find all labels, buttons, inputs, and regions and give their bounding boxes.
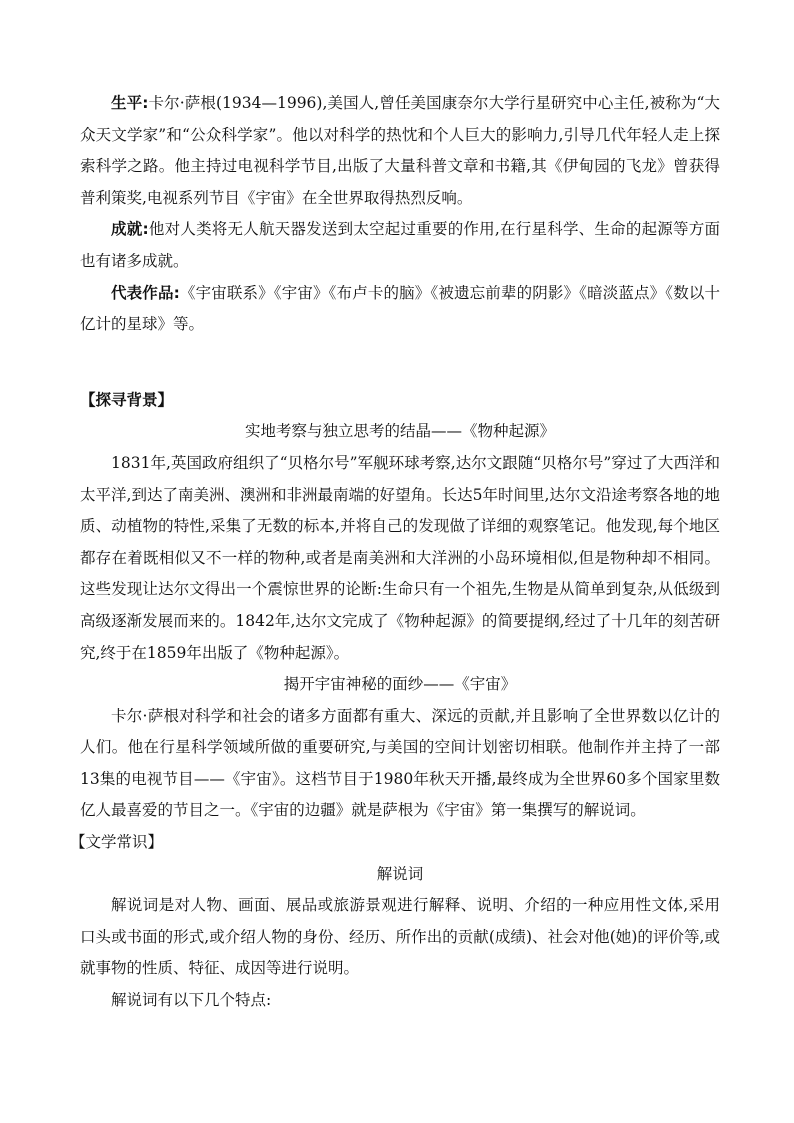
bio-achievement-paragraph: [80, 214, 720, 277]
literature-paragraph-features: 解说词有以下几个特点:: [111, 991, 272, 1010]
literature-subtitle: 解说词: [376, 864, 424, 883]
section-spacer: [80, 341, 720, 385]
achievement-label: 成就:: [111, 220, 149, 239]
document-content: [70, 88, 721, 1017]
life-text: 卡尔·萨根(1934—1996),美国人,曾任美国康奈尔大学行星研究中心主任,被称为“大众天文学家”和“公众科学家”。他以对科学的热忱和个人巨大的影响力,引导几代年轻人走上探索科学之路。他主持过电视科学节目,出版了大量科普文章和书籍,其《伊甸园的飞龙》曾获得普利策奖,电视系列节目《宇宙》在全世界取得热烈反响。: [80, 94, 721, 207]
literature-heading: 【文学常识】: [70, 833, 164, 852]
background-subtitle-cosmos: 揭开宇宙神秘的面纱——《宇宙》: [283, 675, 517, 694]
literature-paragraph-definition: 解说词是对人物、画面、展品或旅游景观进行解释、说明、介绍的一种应用性文体,采用口头或书面的形式,或介绍人物的身份、经历、所作出的贡献(成绩)、社会对他(她)的评价等,或就事物的性质、特征、成因等进行说明。: [80, 896, 720, 978]
background-subtitle-origin-of-species: 实地考察与独立思考的结晶——《物种起源》: [244, 422, 555, 441]
life-label: 生平:: [111, 94, 149, 112]
background-heading: 【探寻背景】: [80, 390, 174, 409]
bio-life-paragraph: [80, 88, 720, 214]
background-paragraph-darwin: 1831年,英国政府组织了“贝格尔号”军舰环球考察,达尔文跟随“贝格尔号”穿过了大西洋和太平洋,到达了南美洲、澳洲和非洲最南端的好望角。长达5年时间里,达尔文沿途考察各地的地质、动植物的特性,采集了无数的标本,并将自己的发现做了详细的观察笔记。他发现,每个地区都存在着既相似又不一样的物种,或者是南美洲和大洋洲的小岛环境相似,但是物种却不相同。这些发现让达尔文得出一个震惊世界的论断:生命只有一个祖先,生物是从简单到复杂,从低级到高级逐渐发展而来的。1842年,达尔文完成了《物种起源》的简要提纲,经过了十几年的刻苦研究,终于在1859年出版了《物种起源》。: [80, 453, 720, 662]
achievement-text: 他对人类将无人航天器发送到太空起过重要的作用,在行星科学、生命的起源等方面也有诸多成就。: [80, 220, 720, 270]
works-label: 代表作品:: [111, 283, 180, 302]
works-text: 《宇宙联系》《宇宙》《布卢卡的脑》《被遗忘前辈的阴影》《暗淡蓝点》《数以十亿计的星球》等。: [80, 283, 720, 334]
background-paragraph-sagan: 卡尔·萨根对科学和社会的诸多方面都有重大、深远的贡献,并且影响了全世界数以亿计的人们。他在行星科学领域所做的重要研究,与美国的空间计划密切相联。他制作并主持了一部13集的电视节目——《宇宙》。这档节目于1980年秋天开播,最终成为全世界60多个国家里数亿人最喜爱的节目之一。《宇宙的边疆》就是萨根为《宇宙》第一集撰写的解说词。: [80, 706, 720, 820]
bio-works-paragraph: [80, 278, 720, 341]
